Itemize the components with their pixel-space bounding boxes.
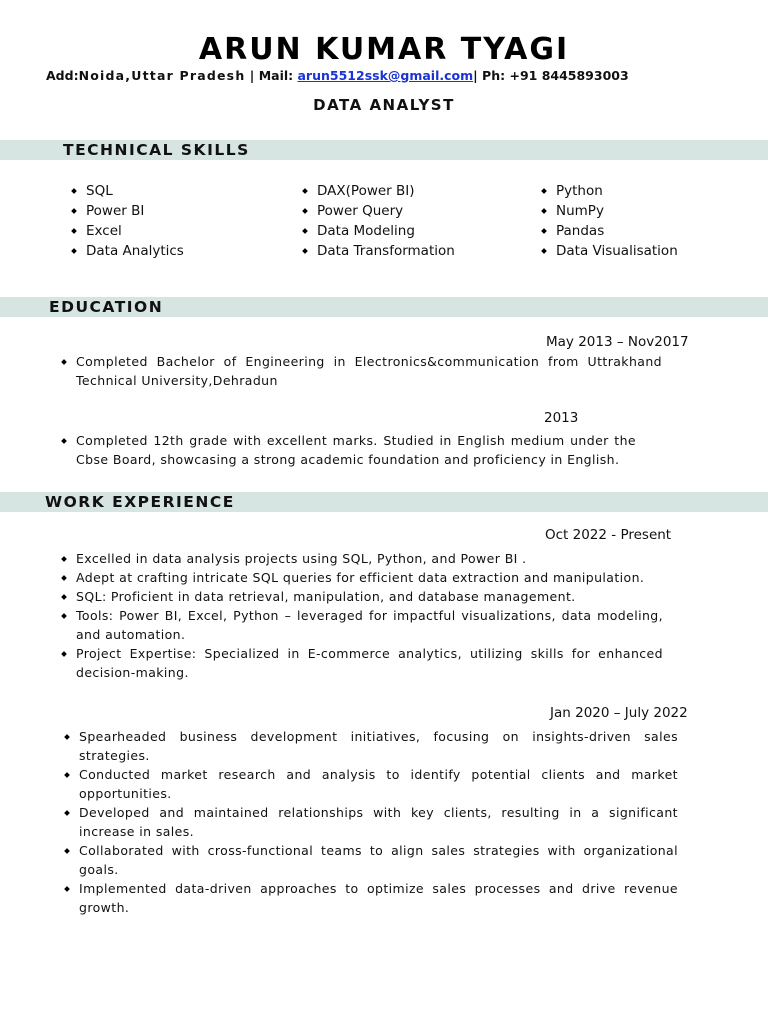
email-link[interactable]: arun5512ssk@gmail.com (297, 68, 474, 83)
list-item: Completed 12th grade with excellent marks. Studied in English medium under the Cbse Board, showcasing a strong academic foundation and proficiency in English. (61, 431, 636, 469)
skill-item: Excel (70, 221, 184, 241)
skill-item: Data Transformation (301, 241, 455, 261)
address: Noida,Uttar Pradesh (78, 68, 246, 83)
section-band-education (0, 297, 768, 317)
list-item: Developed and maintained relationships with key clients, resulting in a significant increase in sales. (64, 803, 678, 841)
list-item: Implemented data-driven approaches to optimize sales processes and drive revenue growth. (64, 879, 678, 917)
skill-item: DAX(Power BI) (301, 181, 455, 201)
skill-item: Power Query (301, 201, 455, 221)
contact-line (46, 68, 629, 83)
list-item: Tools: Power BI, Excel, Python – leveraged for impactful visualizations, data modeling, and automation. (61, 606, 663, 644)
skill-item: Data Modeling (301, 221, 455, 241)
list-item: Adept at crafting intricate SQL queries for efficient data extraction and manipulation. (61, 568, 663, 587)
address-label: Add: (46, 68, 79, 83)
skill-item: SQL (70, 181, 184, 201)
skills-column-1 (70, 181, 184, 261)
education-date-2: 2013 (544, 410, 579, 426)
skill-item: Data Analytics (70, 241, 184, 261)
experience-list-2 (64, 727, 678, 917)
experience-date-1: Oct 2022 - Present (545, 527, 672, 543)
skill-item: Pandas (540, 221, 678, 241)
skills-column-2 (301, 181, 455, 261)
list-item: SQL: Proficient in data retrieval, manipulation, and database management. (61, 587, 663, 606)
section-heading-education: EDUCATION (49, 298, 164, 316)
skills-column-3 (540, 181, 678, 261)
list-item: Completed Bachelor of Engineering in Electronics&communication from Uttrakhand Technical University,Dehradun (61, 352, 662, 390)
phone-number: +91 8445893003 (509, 68, 629, 83)
candidate-name: ARUN KUMAR TYAGI (198, 32, 570, 67)
skill-item: Data Visualisation (540, 241, 678, 261)
list-item: Spearheaded business development initiatives, focusing on insights-driven sales strategies. (64, 727, 678, 765)
list-item: Excelled in data analysis projects using SQL, Python, and Power BI . (61, 549, 663, 568)
education-list-2 (61, 431, 636, 469)
education-list-1 (61, 352, 662, 390)
list-item: Collaborated with cross-functional teams to align sales strategies with organizational goals. (64, 841, 678, 879)
section-band-skills (0, 140, 768, 160)
section-band-experience (0, 492, 768, 512)
experience-date-2: Jan 2020 – July 2022 (550, 705, 688, 721)
list-item: Conducted market research and analysis to identify potential clients and market opportunities. (64, 765, 678, 803)
skill-item: Python (540, 181, 678, 201)
section-heading-skills: TECHNICAL SKILLS (63, 141, 250, 159)
list-item: Project Expertise: Specialized in E-commerce analytics, utilizing skills for enhanced decision-making. (61, 644, 663, 682)
section-heading-experience: WORK EXPERIENCE (45, 493, 235, 511)
skill-item: Power BI (70, 201, 184, 221)
mail-label: | Mail: (245, 68, 298, 83)
skill-item: NumPy (540, 201, 678, 221)
job-title: DATA ANALYST (313, 96, 455, 114)
phone-label: | Ph: (473, 68, 510, 83)
education-date-1: May 2013 – Nov2017 (546, 334, 689, 350)
experience-list-1 (61, 549, 663, 682)
